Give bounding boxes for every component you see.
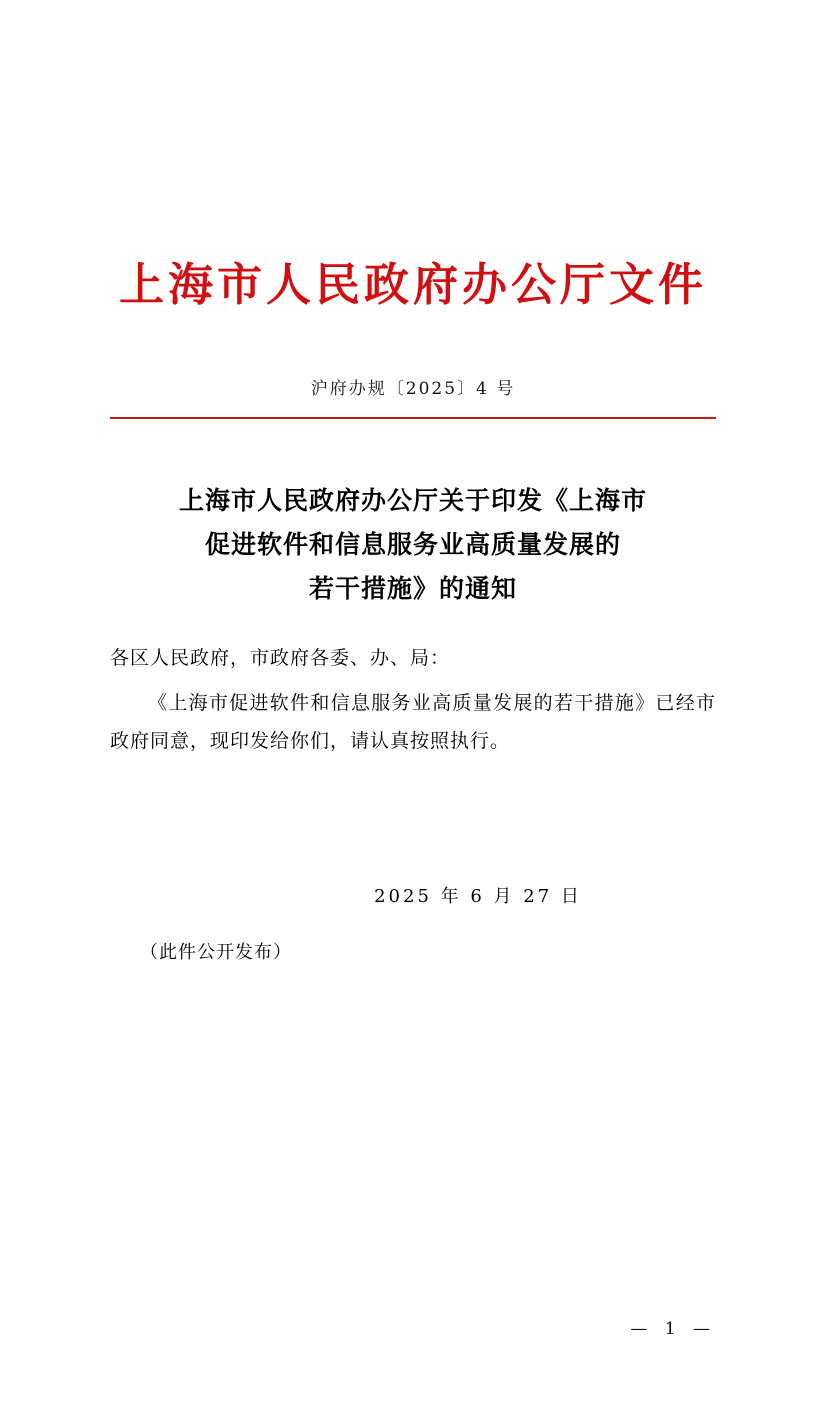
body-paragraph: 《上海市促进软件和信息服务业高质量发展的若干措施》已经市政府同意，现印发给你们，请认真按照执行。 <box>110 692 716 753</box>
document-page <box>0 258 826 1427</box>
issue-date: 2025 年 6 月 27 日 <box>374 886 582 908</box>
document-masthead: 上海市人民政府办公厅文件 <box>118 258 707 311</box>
document-title-line-2: 促进软件和信息服务业高质量发展的 <box>204 529 621 559</box>
salutation: 各区人民政府，市政府各委、办、局： <box>110 647 451 670</box>
page-number: — 1 — <box>630 1319 716 1339</box>
red-divider-rule <box>110 417 716 419</box>
document-title-line-3: 若干措施》的通知 <box>308 573 517 603</box>
document-number: 沪府办规〔2025〕4 号 <box>310 379 516 399</box>
document-title-line-1: 上海市人民政府办公厅关于印发《上海市 <box>178 486 647 515</box>
publish-note: （此件公开发布） <box>140 942 292 964</box>
document-title <box>110 479 716 610</box>
